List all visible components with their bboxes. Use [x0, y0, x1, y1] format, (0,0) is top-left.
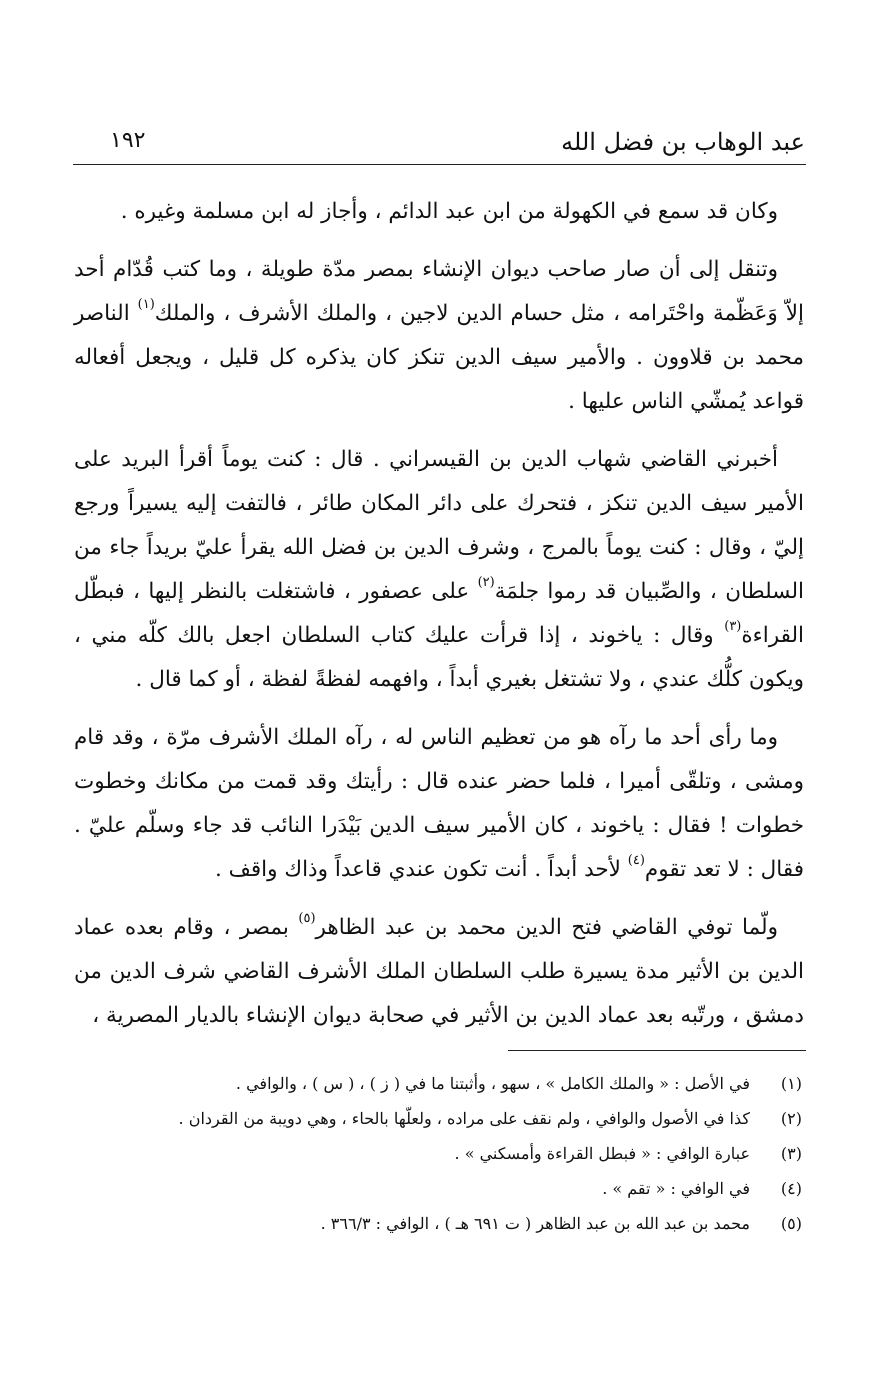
- footnote-ref-5[interactable]: (٥): [298, 911, 316, 926]
- paragraph-text: وتنقل إلى أن صار صاحب ديوان الإنشاء بمصر مدّة طويلة ، وما كتب قُدّام أحد إلاّ وَعَظّمة واحْتَرامه ، مثل حسام الدين لاجين ، والملك الأشرف ، والملك: [74, 257, 804, 326]
- footnote-number: (٥): [780, 1214, 802, 1233]
- paragraph-text: وقال : ياخوند ، إذا قرأت عليك كتاب السلطان اجعل بالك كلّه مني ، ويكون كلُّك عندي ، ولا تشتغل بغيري أبداً ، وافهمه لفظةً لفظة ، أو كما قال .: [74, 623, 804, 692]
- paragraph-4: [74, 716, 804, 892]
- header-rule: [73, 164, 806, 165]
- footnote-text: كذا في الأصول والوافي ، ولم نقف على مراده ، ولعلّها بالحاء ، وهي دويبة من القردان .: [178, 1109, 750, 1128]
- footnote-5: [74, 1206, 806, 1241]
- footnote-text: في الأصل : « والملك الكامل » ، سهو ، وأثبتنا ما في ( ز ) ، ( س ) ، والوافي .: [235, 1074, 750, 1093]
- footnote-number: (٢): [780, 1109, 802, 1128]
- footnote-3: [74, 1136, 806, 1171]
- footnote-text: محمد بن عبد الله بن عبد الظاهر ( ت ٦٩١ هـ ) ، الوافي : ٣٦٦/٣ .: [320, 1214, 750, 1233]
- footnote-number: (١): [780, 1074, 802, 1093]
- footnote-text: عبارة الوافي : « فبطل القراءة وأمسكني » .: [454, 1144, 750, 1163]
- paragraph-text: على عصفور ، فاشتغلت بالنظر إليها ، فبطّل القراءة: [74, 579, 804, 648]
- paragraph-text: لأحد أبداً . أنت تكون عندي قاعداً وذاك واقف .: [214, 857, 621, 882]
- paragraph-text: ولّما توفي القاضي فتح الدين محمد بن عبد الظاهر: [315, 915, 778, 940]
- paragraph-1: [74, 190, 804, 234]
- paragraph-text: الناصر محمد بن قلاوون . والأمير سيف الدين تنكز كان يذكره كل قليل ، ويجعل أفعاله قواعد يُمشّي الناس عليها .: [74, 301, 804, 414]
- footnote-text: في الوافي : « تقم » .: [602, 1179, 750, 1198]
- footnote-number: (٤): [780, 1179, 802, 1198]
- footnote-rule: [508, 1050, 806, 1051]
- page-number: ١٩٢: [110, 128, 146, 153]
- paragraph-5: [74, 906, 804, 1038]
- page-header: [80, 122, 805, 166]
- footnote-2: [74, 1101, 806, 1136]
- footnotes: [74, 1066, 806, 1241]
- footnote-number: (٣): [780, 1144, 802, 1163]
- footnote-1: [74, 1066, 806, 1101]
- footnote-ref-3[interactable]: (٣): [724, 619, 742, 634]
- paragraph-3: [74, 438, 804, 702]
- running-title: عبد الوهاب بن فضل الله: [561, 128, 805, 156]
- footnote-ref-2[interactable]: (٢): [477, 575, 495, 590]
- paragraph-text: وكان قد سمع في الكهولة من ابن عبد الدائم ، وأجاز له ابن مسلمة وغيره .: [120, 199, 778, 224]
- main-text: [74, 190, 804, 1052]
- footnote-ref-4[interactable]: (٤): [627, 853, 645, 868]
- paragraph-text: وما رأى أحد ما رآه هو من تعظيم الناس له ، رآه الملك الأشرف مرّة ، وقد قام ومشى ، وتلقّى أميرا ، فلما حضر عنده قال : رأيتك وقد قمت من مكانك وخطوت خطوات ! فقال : ياخوند ، كان الأمير سيف الدين بَيْدَرا النائب قد جاء وسلّم عليّ . فقال : لا تعد تقوم: [74, 725, 804, 882]
- footnote-4: [74, 1171, 806, 1206]
- paragraph-2: [74, 248, 804, 424]
- paragraph-text: أخبرني القاضي شهاب الدين بن القيسراني . قال : كنت يوماً أقرأ البريد على الأمير سيف الدين تنكز ، فتحرك على دائر المكان طائر ، فالتفت إليه يسيراً ورجع إليّ ، وقال : كنت يوماً بالمرج ، وشرف الدين بن فضل الله يقرأ عليّ بريداً جاء من السلطان ، والصِّبيان قد رموا جلمَة: [74, 447, 804, 604]
- footnote-ref-1[interactable]: (١): [137, 297, 155, 312]
- paragraph-text: بمصر ، وقام بعده عماد الدين بن الأثير مدة يسيرة طلب السلطان الملك الأشرف القاضي شرف الدين من دمشق ، ورتّبه بعد عماد الدين بن الأثير في صحابة ديوان الإنشاء بالديار المصرية ،: [74, 915, 804, 1028]
